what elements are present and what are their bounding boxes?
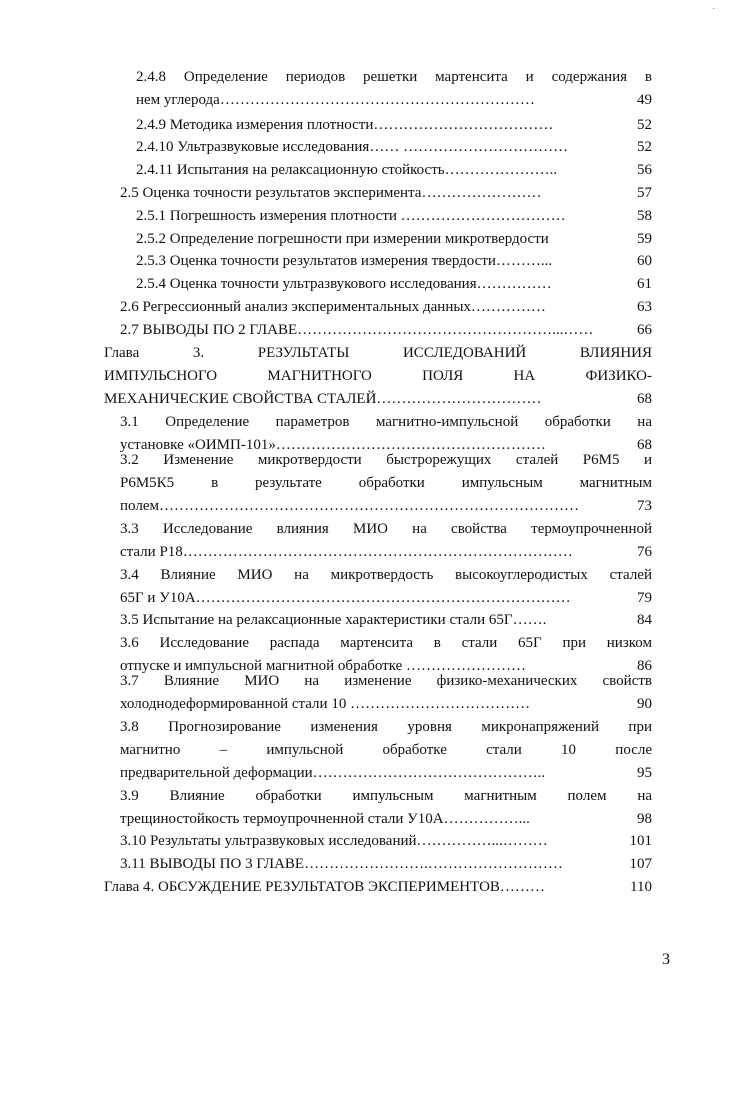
toc-entry-text: 3.5 Испытание на релаксационные характеристики стали 65Г……. [120, 612, 547, 628]
toc-entry-text: Глава 3. РЕЗУЛЬТАТЫ ИССЛЕДОВАНИЙ ВЛИЯНИЯ [104, 345, 652, 361]
toc-entry-line [136, 205, 652, 228]
toc-page-number: 101 [629, 833, 652, 849]
toc-page-number: 98 [637, 811, 652, 827]
toc-page-number: 52 [637, 139, 652, 155]
toc-entry-line [120, 495, 652, 518]
toc-entry-line [136, 66, 652, 89]
toc-entry-text: 2.4.8 Определение периодов решетки мартенсита и содержания в [136, 69, 652, 85]
toc-entry-text: нем углерода……………………………………………………… [136, 92, 535, 108]
toc-entry-text: холоднодеформированной стали 10 ……………………………… [120, 696, 531, 712]
toc-entry-line [120, 564, 652, 587]
toc-entry-line [136, 159, 652, 182]
toc-entry-text: 3.4 Влияние МИО на микротвердость высокоуглеродистых сталей [120, 567, 652, 583]
toc-entry-text: 2.5.4 Оценка точности ультразвукового исследования…………… [136, 276, 552, 292]
toc-page-number: 58 [637, 208, 652, 224]
toc-entry-text: 3.10 Результаты ультразвуковых исследований……………...……… [120, 833, 548, 849]
toc-entry-text: 3.11 ВЫВОДЫ ПО 3 ГЛАВЕ…………………….……………………… [120, 856, 563, 872]
toc-entry-line [104, 388, 652, 411]
toc-entry-2-5-3 [136, 250, 652, 273]
toc-entry-line [120, 472, 652, 495]
toc-entry-text: трещиностойкость термоупрочненной стали У10А……………... [120, 811, 530, 827]
toc-entry-3-10 [120, 830, 652, 853]
toc-entry-line [136, 250, 652, 273]
toc-page-number: 90 [637, 696, 652, 712]
toc-page-number: 61 [637, 276, 652, 292]
toc-entry-2-4-8 [136, 66, 652, 112]
toc-entry-line [136, 114, 652, 137]
toc-entry-text: 2.5 Оценка точности результатов эксперимента…………………… [120, 185, 542, 201]
toc-page-number: 84 [637, 612, 652, 628]
toc-entry-3-9 [120, 785, 652, 831]
toc-entry-line [120, 693, 652, 716]
toc-page-number: 49 [637, 92, 652, 108]
toc-entry-text: 3.2 Изменение микротвердости быстрорежущих сталей Р6М5 и [120, 452, 652, 468]
toc-entry-line [120, 518, 652, 541]
toc-entry-line [104, 342, 652, 365]
toc-entry-3-7 [120, 670, 652, 716]
toc-page-number: 110 [630, 879, 652, 895]
toc-entry-text: установке «ОИМП-101»……………………………………………… [120, 437, 546, 453]
toc-page-number: 68 [637, 391, 652, 407]
toc-page-number: 60 [637, 253, 652, 269]
toc-entry-text: ИМПУЛЬСНОГО МАГНИТНОГО ПОЛЯ НА ФИЗИКО- [104, 368, 652, 384]
toc-page-number: 95 [637, 765, 652, 781]
toc-page-number: 52 [637, 117, 652, 133]
toc-page-number: 56 [637, 162, 652, 178]
toc-entry-text: стали Р18…………………………………………………………………… [120, 544, 573, 560]
toc-entry-line [120, 541, 652, 564]
toc-entry-text: 3.1 Определение параметров магнитно-импульсной обработки на [120, 414, 652, 430]
toc-entry-3-3 [120, 518, 652, 564]
toc-entry-line [120, 785, 652, 808]
toc-page-number: 79 [637, 590, 652, 606]
toc-entry-line [120, 830, 652, 853]
toc-entry-line [136, 89, 652, 112]
toc-entry-line [120, 670, 652, 693]
toc-page-number: 68 [637, 437, 652, 453]
toc-page-number: 66 [637, 322, 652, 338]
toc-entry-line [120, 632, 652, 655]
corner-mark: · [712, 4, 716, 15]
toc-page-number: 86 [637, 658, 652, 674]
toc-entry-line [120, 449, 652, 472]
toc-entry-text: 65Г и У10А………………………………………………………………… [120, 590, 571, 606]
toc-entry-3-11 [120, 853, 652, 876]
page-number: 3 [662, 951, 670, 968]
toc-entry-text: 3.9 Влияние обработки импульсным магнитным полем на [120, 788, 652, 804]
toc-chapter-4 [104, 876, 652, 899]
toc-page-number: 73 [637, 498, 652, 514]
toc-entry-line [120, 609, 652, 632]
toc-entry-line [120, 808, 652, 831]
toc-page-number: 57 [637, 185, 652, 201]
toc-entry-line [120, 739, 652, 762]
toc-entry-text: предварительной деформации……………………………………….. [120, 765, 546, 781]
toc-entry-text: 2.4.9 Методика измерения плотности……………………………… [136, 117, 554, 133]
toc-entry-text: полем………………………………………………………………………… [120, 498, 579, 514]
toc-entry-text: 2.7 ВЫВОДЫ ПО 2 ГЛАВЕ……………………………………………...…… [120, 322, 594, 338]
toc-entry-text: 2.6 Регрессионный анализ экспериментальных данных…………… [120, 299, 546, 315]
toc-entry-2-7 [120, 319, 652, 342]
toc-entry-text: 2.5.1 Погрешность измерения плотности …………………………… [136, 208, 566, 224]
toc-entry-text: Р6М5К5 в результате обработки импульсным магнитным [120, 475, 652, 491]
toc-entry-line [136, 228, 652, 251]
toc-entry-text: 3.7 Влияние МИО на изменение физико-механических свойств [120, 673, 652, 689]
toc-entry-3-5 [120, 609, 652, 632]
toc-entry-line [120, 853, 652, 876]
toc-entry-text: 3.3 Исследование влияния МИО на свойства термоупрочненной [120, 521, 652, 537]
toc-entry-text: Глава 4. ОБСУЖДЕНИЕ РЕЗУЛЬТАТОВ ЭКСПЕРИМЕНТОВ……… [104, 879, 545, 895]
toc-entry-line [120, 411, 652, 434]
toc-entry-line [120, 716, 652, 739]
toc-entry-line [120, 296, 652, 319]
toc-entry-line [120, 182, 652, 205]
toc-entry-line [136, 136, 652, 159]
toc-entry-line [136, 273, 652, 296]
toc-entry-2-5 [120, 182, 652, 205]
toc-page-number: 59 [637, 231, 652, 247]
toc-entry-text: 2.5.3 Оценка точности результатов измерения твердости………... [136, 253, 553, 269]
toc-entry-3-4 [120, 564, 652, 610]
toc-entry-2-5-4 [136, 273, 652, 296]
toc-entry-text: 3.6 Исследование распада мартенсита в стали 65Г при низком [120, 635, 652, 651]
toc-entry-2-5-1 [136, 205, 652, 228]
toc-entry-text: 2.5.2 Определение погрешности при измерении микротвердости [136, 231, 549, 247]
toc-entry-line [104, 876, 652, 899]
toc-page-number: 107 [629, 856, 652, 872]
toc-entry-2-5-2 [136, 228, 652, 251]
toc-entry-3-8 [120, 716, 652, 785]
toc-entry-line [120, 587, 652, 610]
toc-entry-line [120, 319, 652, 342]
toc-entry-text: 2.4.10 Ультразвуковые исследования…… …………………………… [136, 139, 569, 155]
toc-entry-line [120, 762, 652, 785]
toc-entry-text: 3.8 Прогнозирование изменения уровня микронапряжений при [120, 719, 652, 735]
toc-page-number: 63 [637, 299, 652, 315]
toc-entry-text: магнитно – импульсной обработке стали 10 после [120, 742, 652, 758]
toc-entry-2-4-11 [136, 159, 652, 182]
toc-page-number: 76 [637, 544, 652, 560]
toc-entry-line [104, 365, 652, 388]
toc-entry-3-2 [120, 449, 652, 518]
toc-entry-text: 2.4.11 Испытания на релаксационную стойкость………………….. [136, 162, 558, 178]
toc-entry-text: МЕХАНИЧЕСКИЕ СВОЙСТВА СТАЛЕЙ…………………………… [104, 391, 542, 407]
toc-entry-2-4-9 [136, 114, 652, 137]
toc-chapter-3 [104, 342, 652, 411]
toc-entry-2-6 [120, 296, 652, 319]
toc-entry-2-4-10 [136, 136, 652, 159]
toc-entry-text: отпуске и импульсной магнитной обработке …………………… [120, 658, 527, 674]
